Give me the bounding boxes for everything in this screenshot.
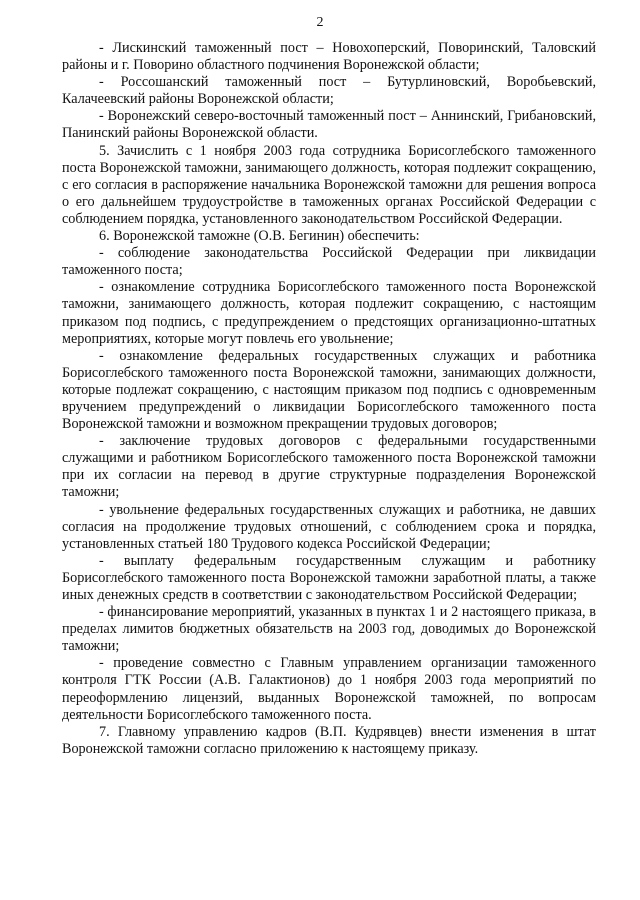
paragraph-item-6-familiarization-employee: - ознакомление сотрудника Борисоглебского таможенного поста Воронежской таможни, занимающего должность, которая подлежит сокращению, с настоящим приказом под подпись, с предупреждением о предстоящих организационно-штатных мероприятиях, которые могут повлечь его увольнение;	[62, 279, 596, 347]
paragraph-item-6-familiarization-staff: - ознакомление федеральных государственных служащих и работника Борисоглебского таможенного поста Воронежской таможни, занимающих должности, которые подлежат сокращению, с настоящим приказом под подпись с одновременным вручением предупреждений о ликвидации Борисоглебского таможенного поста Воронежской таможни и возможном прекращении трудовых договоров;	[62, 347, 596, 433]
paragraph-item-6-financing: - финансирование мероприятий, указанных в пунктах 1 и 2 настоящего приказа, в пределах лимитов бюджетных обязательств на 2003 год, доводимых до Воронежской таможни;	[62, 604, 596, 655]
paragraph-item-7: 7. Главному управлению кадров (В.П. Кудрявцев) внести изменения в штат Воронежской таможни согласно приложению к настоящему приказу.	[62, 723, 596, 757]
paragraph-item-6-payment: - выплату федеральным государственным служащим и работнику Борисоглебского таможенного поста Воронежской таможни заработной платы, а также иных денежных средств в соответствии с законодательством Российской Федерации;	[62, 552, 596, 603]
paragraph-item-6-dismissal: - увольнение федеральных государственных служащих и работника, не давших согласия на продолжение трудовых отношений, с соблюдением срока и порядка, установленных статьей 180 Трудового кодекса Российской Федерации;	[62, 501, 596, 552]
paragraph-northeast-post: - Воронежский северо-восточный таможенный пост – Аннинский, Грибановский, Панинский районы Воронежской области.	[62, 108, 596, 142]
paragraph-item-6-licenses: - проведение совместно с Главным управлением организации таможенного контроля ГТК России (А.В. Галактионов) до 1 ноября 2003 года мероприятий по переоформлению лицензий, выданных Воронежской таможней, по вопросам деятельности Борисоглебского таможенного поста.	[62, 655, 596, 723]
page-number: 2	[316, 15, 324, 30]
paragraph-rossosh-post: - Россошанский таможенный пост – Бутурлиновский, Воробьевский, Калачеевский районы Воронежской области;	[62, 74, 596, 108]
paragraph-item-6-compliance: - соблюдение законодательства Российской Федерации при ликвидации таможенного поста;	[62, 245, 596, 279]
document-body	[62, 40, 596, 758]
paragraph-item-6: 6. Воронежской таможне (О.В. Бегинин) обеспечить:	[99, 228, 420, 245]
paragraph-item-5: 5. Зачислить с 1 ноября 2003 года сотрудника Борисоглебского таможенного поста Воронежской таможни, занимающего должность, которая подлежит сокращению, с его согласия в распоряжение начальника Воронежской таможни для решения вопроса о его дальнейшем трудоустройстве в таможенных органах Российской Федерации с соблюдением порядка, установленного законодательством Российской Федерации.	[62, 142, 596, 227]
paragraph-liski-post: - Лискинский таможенный пост – Новохоперский, Поворинский, Таловский районы и г. Поворино областного подчинения Воронежской области;	[62, 40, 596, 74]
paragraph-item-6-contracts: - заключение трудовых договоров с федеральными государственными служащими и работником Борисоглебского таможенного поста Воронежской таможни при их согласии на перевод в другие структурные подразделения Воронежской таможни;	[62, 433, 596, 501]
